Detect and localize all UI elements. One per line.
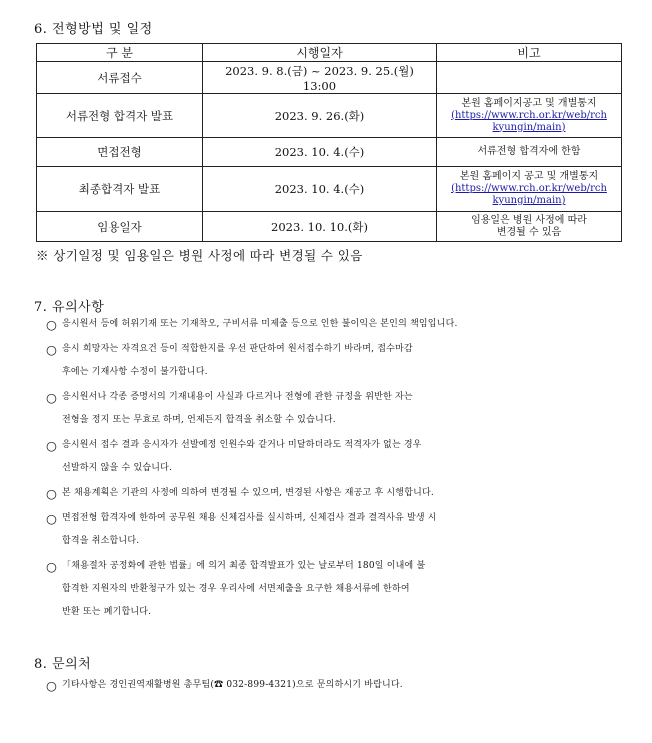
- homepage-link-cont[interactable]: kyungin/main): [492, 121, 566, 133]
- row-category: 면접전형: [37, 138, 203, 167]
- row-note: [437, 212, 622, 242]
- homepage-link-cont[interactable]: kyungin/main): [492, 195, 566, 206]
- section-7-title: 7. 유의사항: [34, 300, 105, 315]
- item-line: 선발하지 않을 수 있습니다.: [62, 463, 173, 473]
- list-item: [46, 338, 624, 384]
- row-date: 2023. 10. 10.(화): [203, 212, 437, 242]
- table-header-row: [37, 44, 622, 62]
- item-line: 응시원서나 각종 증명서의 기재내용이 사실과 다르거나 전형에 관한 규정을 위반한 자는: [62, 392, 413, 402]
- table-row: [37, 94, 622, 138]
- circle-bullet-icon: ○: [46, 390, 58, 405]
- row-date: 2023. 9. 26.(화): [203, 94, 437, 138]
- header-note: 비고: [437, 44, 622, 62]
- homepage-link[interactable]: (https://www.rch.or.kr/web/rch: [451, 109, 607, 121]
- contact-item: [46, 674, 624, 697]
- item-line: 전형을 정지 또는 무효로 하며, 언제든지 합격을 취소할 수 있습니다.: [62, 415, 336, 425]
- list-item: [46, 555, 624, 624]
- circle-bullet-icon: ○: [46, 511, 58, 526]
- header-category: 구 분: [37, 44, 203, 62]
- header-date: 시행일자: [203, 44, 437, 62]
- item-line: 면접전형 합격자에 한하여 공무원 채용 신체검사를 실시하며, 신체검사 결과 결격사유 발생 시: [62, 513, 437, 523]
- item-line: 반환 또는 폐기합니다.: [62, 607, 152, 617]
- table-row: [37, 212, 622, 242]
- table-row: [37, 62, 622, 94]
- item-line: 「채용절차 공정화에 관한 법률」에 의거 최종 합격발표가 있는 날로부터 180일 이내에 불: [62, 561, 426, 571]
- item-line: 응시원서 등에 허위기재 또는 기재착오, 구비서류 미제출 등으로 인한 불이익은 본인의 책임입니다.: [62, 319, 458, 329]
- row-note-empty: [437, 62, 622, 94]
- row-note: [437, 94, 622, 138]
- row-note: [437, 167, 622, 212]
- row-date: 2023. 10. 4.(수): [203, 138, 437, 167]
- schedule-change-note: ※ 상기일정 및 임용일은 병원 사정에 따라 변경될 수 있음: [36, 248, 363, 263]
- row-note: 서류전형 합격자에 한함: [437, 138, 622, 167]
- note-line: 변경될 수 있음: [496, 226, 562, 238]
- item-line: 응시원서 접수 결과 응시자가 선발예정 인원수와 같거나 미달하더라도 적격자가 없는 경우: [62, 440, 422, 450]
- schedule-table: [36, 43, 622, 242]
- row-date: 2023. 10. 4.(수): [203, 167, 437, 212]
- note-line: 임용일은 병원 사정에 따라: [471, 214, 587, 226]
- circle-bullet-icon: ○: [46, 678, 58, 693]
- note-line: 본원 홈페이지 공고 및 개별통지: [459, 171, 599, 182]
- list-item: [46, 313, 624, 336]
- table-row: [37, 167, 622, 212]
- list-item: [46, 386, 624, 432]
- item-line: 본 채용계획은 기관의 사정에 의하여 변경될 수 있으며, 변경된 사항은 재공고 후 시행합니다.: [62, 488, 434, 498]
- table-row: [37, 138, 622, 167]
- circle-bullet-icon: ○: [46, 486, 58, 501]
- item-line: 응시 희망자는 자격요건 등이 적합한지를 우선 판단하여 원서접수하기 바라며, 접수마감: [62, 344, 413, 354]
- contact-line: 기타사항은 경인권역재활병원 총무팀(☎ 032-899-4321)으로 문의하시기 바랍니다.: [62, 680, 403, 690]
- row-category: 서류접수: [37, 62, 203, 94]
- row-category: 임용일자: [37, 212, 203, 242]
- row-category: 서류전형 합격자 발표: [37, 94, 203, 138]
- note-line: 본원 홈페이지공고 및 개별통지: [461, 97, 597, 109]
- item-line: 후에는 기재사항 수정이 불가합니다.: [62, 367, 208, 377]
- circle-bullet-icon: ○: [46, 317, 58, 332]
- list-item: [46, 434, 624, 480]
- section-8-title: 8. 문의처: [34, 657, 92, 672]
- row-category: 최종합격자 발표: [37, 167, 203, 212]
- list-item: [46, 482, 624, 505]
- item-line: 합격한 지원자의 반환청구가 있는 경우 우리사에 서면제출을 요구한 채용서류에 한하여: [62, 584, 410, 594]
- list-item: [46, 507, 624, 553]
- homepage-link[interactable]: (https://www.rch.or.kr/web/rch: [451, 183, 607, 194]
- circle-bullet-icon: ○: [46, 559, 58, 574]
- item-line: 합격을 취소합니다.: [62, 536, 140, 546]
- section-6-title: 6. 전형방법 및 일정: [34, 22, 153, 37]
- row-date: 2023. 9. 8.(금) ~ 2023. 9. 25.(월) 13:00: [203, 62, 437, 94]
- circle-bullet-icon: ○: [46, 438, 58, 453]
- circle-bullet-icon: ○: [46, 342, 58, 357]
